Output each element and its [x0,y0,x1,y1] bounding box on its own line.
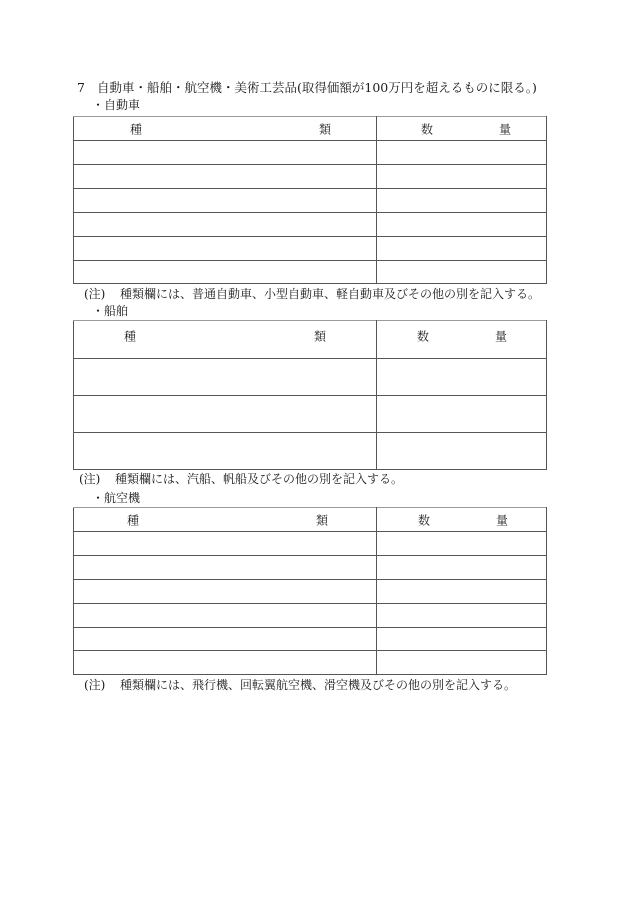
kind-header-left: 種 [130,122,143,136]
automobile-table [73,116,547,284]
table-row [74,651,547,675]
table-row [74,237,547,261]
kind-cell[interactable] [74,556,377,580]
qty-header-right: 量 [496,513,509,527]
kind-header-right: 類 [314,329,327,344]
qty-cell[interactable] [377,165,547,189]
table-row [74,165,547,189]
table-row [74,213,547,237]
kind-header-right: 類 [316,513,329,527]
qty-header-left: 数 [421,122,434,136]
note-label: (注) [84,287,106,301]
kind-header [74,508,377,532]
section-title-text: 自動車・船舶・航空機・美術工芸品(取得価額が100万円を超えるものに限る。) [97,80,537,95]
qty-cell[interactable] [377,359,547,396]
note-text: 種類欄には、汽船、帆船及びその他の別を記入する。 [115,472,404,486]
automobile-heading: ・自動車 [92,98,141,112]
note-text: 種類欄には、飛行機、回転翼航空機、滑空機及びその他の別を記入する。 [120,678,517,692]
kind-header-left: 種 [124,329,137,344]
qty-cell[interactable] [377,604,547,628]
qty-cell[interactable] [377,213,547,237]
kind-cell[interactable] [74,651,377,675]
kind-cell[interactable] [74,141,377,165]
table-row [74,261,547,284]
table-row [74,189,547,213]
ship-heading: ・船舶 [92,304,129,318]
qty-header [377,508,547,532]
table-row [74,604,547,628]
kind-cell[interactable] [74,628,377,651]
qty-cell[interactable] [377,580,547,604]
table-header-row [74,117,547,141]
table-row [74,628,547,651]
kind-cell[interactable] [74,532,377,556]
table-row [74,141,547,165]
kind-cell[interactable] [74,359,377,396]
qty-cell[interactable] [377,396,547,433]
kind-cell[interactable] [74,213,377,237]
qty-cell[interactable] [377,433,547,470]
section-number: 7 [77,80,85,95]
qty-cell[interactable] [377,261,547,284]
table-row [74,396,547,433]
kind-cell[interactable] [74,580,377,604]
table-row [74,359,547,396]
note-label: (注) [84,678,106,692]
qty-cell[interactable] [377,532,547,556]
kind-cell[interactable] [74,237,377,261]
table-row [74,532,547,556]
kind-cell[interactable] [74,261,377,284]
ship-note [79,472,403,486]
section-title [77,81,537,95]
qty-cell[interactable] [377,189,547,213]
aircraft-table [73,507,547,675]
qty-cell[interactable] [377,141,547,165]
qty-cell[interactable] [377,628,547,651]
table-header-row [74,508,547,532]
kind-cell[interactable] [74,396,377,433]
kind-header [74,117,377,141]
table-row [74,580,547,604]
qty-cell[interactable] [377,556,547,580]
kind-cell[interactable] [74,604,377,628]
qty-header-right: 量 [495,329,508,344]
kind-header-right: 類 [319,122,332,136]
aircraft-note [84,678,516,692]
table-header-row [74,321,547,359]
kind-cell[interactable] [74,189,377,213]
qty-header-left: 数 [418,513,431,527]
qty-cell[interactable] [377,651,547,675]
note-label: (注) [79,472,101,486]
kind-cell[interactable] [74,165,377,189]
note-text: 種類欄には、普通自動車、小型自動車、軽自動車及びその他の別を記入する。 [120,287,541,301]
aircraft-heading: ・航空機 [92,491,141,505]
qty-header-right: 量 [499,122,512,136]
automobile-note [84,287,540,301]
kind-header-left: 種 [127,513,140,527]
kind-header [74,321,377,359]
qty-header [377,321,547,359]
qty-cell[interactable] [377,237,547,261]
qty-header-left: 数 [417,329,430,344]
table-row [74,556,547,580]
kind-cell[interactable] [74,433,377,470]
table-row [74,433,547,470]
ship-table [73,320,547,470]
qty-header [377,117,547,141]
